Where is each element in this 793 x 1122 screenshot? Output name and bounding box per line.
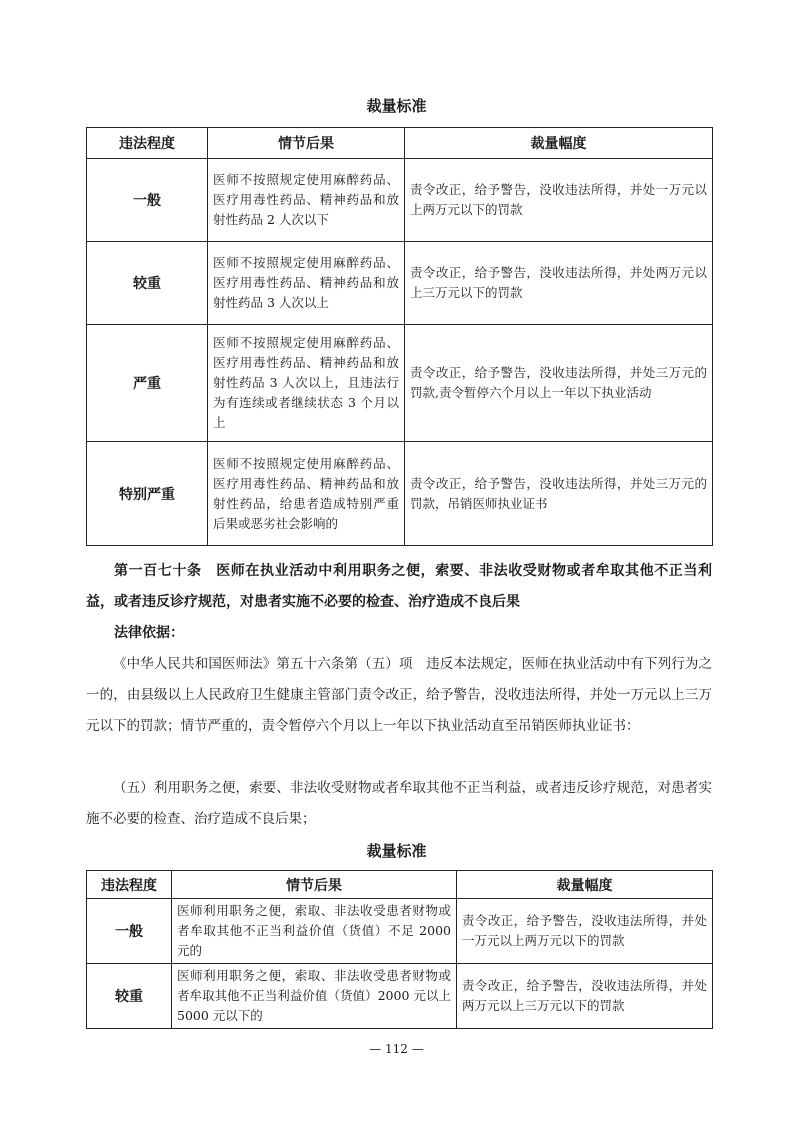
- circumstance-cell: 医师利用职务之便，索取、非法收受患者财物或者牟取其他不正当利益价值（货值）2000 元以上 5000 元以下的: [172, 964, 457, 1029]
- penalty-cell: 责令改正，给予警告，没收违法所得，并处一万元以上两万元以下的罚款: [405, 159, 713, 242]
- degree-cell: 特别严重: [87, 442, 208, 546]
- table-row: [87, 442, 713, 546]
- legal-basis-item: （五）利用职务之便，索要、非法收受财物或者牟取其他不正当利益，或者违反诊疗规范，对患者实施不必要的检查、治疗造成不良后果；: [86, 780, 712, 827]
- degree-cell: 一般: [87, 899, 172, 964]
- circumstance-cell: 医师利用职务之便，索取、非法收受患者财物或者牟取其他不正当利益价值（货值）不足 2000 元的: [172, 899, 457, 964]
- legal-basis-text: 《中华人民共和国医师法》第五十六条第（五）项 违反本法规定，医师在执业活动中有下列行为之一的，由县级以上人民政府卫生健康主管部门责令改正，给予警告，没收违法所得，并处一万元以上三万元以下的罚款；情节严重的，责令暂停六个月以上一年以下执业活动直至吊销医师执业证书：: [86, 656, 712, 734]
- circumstance-cell: 医师不按照规定使用麻醉药品、医疗用毒性药品、精神药品和放射性药品 2 人次以下: [208, 159, 405, 242]
- degree-cell: 严重: [87, 325, 208, 442]
- article-heading: 第一百七十条 医师在执业活动中利用职务之便，索要、非法收受财物或者牟取其他不正当利益，或者违反诊疗规范，对患者实施不必要的检查、治疗造成不良后果: [86, 563, 712, 610]
- table-row: [87, 325, 713, 442]
- circumstance-cell: 医师不按照规定使用麻醉药品、医疗用毒性药品、精神药品和放射性药品 3 人次以上，且违法行为有连续或者继续状态 3 个月以上: [208, 325, 405, 442]
- table1-header-circumstance: 情节后果: [208, 128, 405, 159]
- table-row: [87, 964, 713, 1029]
- table2-title: 裁量标准: [366, 842, 427, 860]
- table-row: [87, 159, 713, 242]
- table1-title: 裁量标准: [366, 97, 427, 115]
- table-row: [87, 242, 713, 325]
- degree-cell: 一般: [87, 159, 208, 242]
- page-number: — 112 —: [369, 1042, 424, 1056]
- penalty-cell: 责令改正，给予警告，没收违法所得，并处两万元以上三万元以下的罚款: [405, 242, 713, 325]
- degree-cell: 较重: [87, 242, 208, 325]
- table2-header-row: [87, 871, 713, 899]
- penalty-cell: 责令改正，给予警告，没收违法所得，并处三万元的罚款，吊销医师执业证书: [405, 442, 713, 546]
- table2-header-circumstance: 情节后果: [172, 871, 457, 899]
- degree-cell: 较重: [87, 964, 172, 1029]
- legal-basis-label: 法律依据：: [114, 625, 184, 641]
- circumstance-cell: 医师不按照规定使用麻醉药品、医疗用毒性药品、精神药品和放射性药品，给患者造成特别严重后果或恶劣社会影响的: [208, 442, 405, 546]
- table1-header-penalty: 裁量幅度: [405, 128, 713, 159]
- penalty-cell: 责令改正，给予警告，没收违法所得，并处三万元的罚款,责令暂停六个月以上一年以下执业活动: [405, 325, 713, 442]
- table-row: [87, 899, 713, 964]
- table1-header-row: [87, 128, 713, 159]
- penalty-cell: 责令改正，给予警告，没收违法所得，并处两万元以上三万元以下的罚款: [457, 964, 713, 1029]
- table1-header-degree: 违法程度: [87, 128, 208, 159]
- table1: [86, 127, 713, 546]
- table2: [86, 870, 713, 1029]
- table2-header-degree: 违法程度: [87, 871, 172, 899]
- circumstance-cell: 医师不按照规定使用麻醉药品、医疗用毒性药品、精神药品和放射性药品 3 人次以上: [208, 242, 405, 325]
- table2-header-penalty: 裁量幅度: [457, 871, 713, 899]
- penalty-cell: 责令改正，给予警告，没收违法所得，并处一万元以上两万元以下的罚款: [457, 899, 713, 964]
